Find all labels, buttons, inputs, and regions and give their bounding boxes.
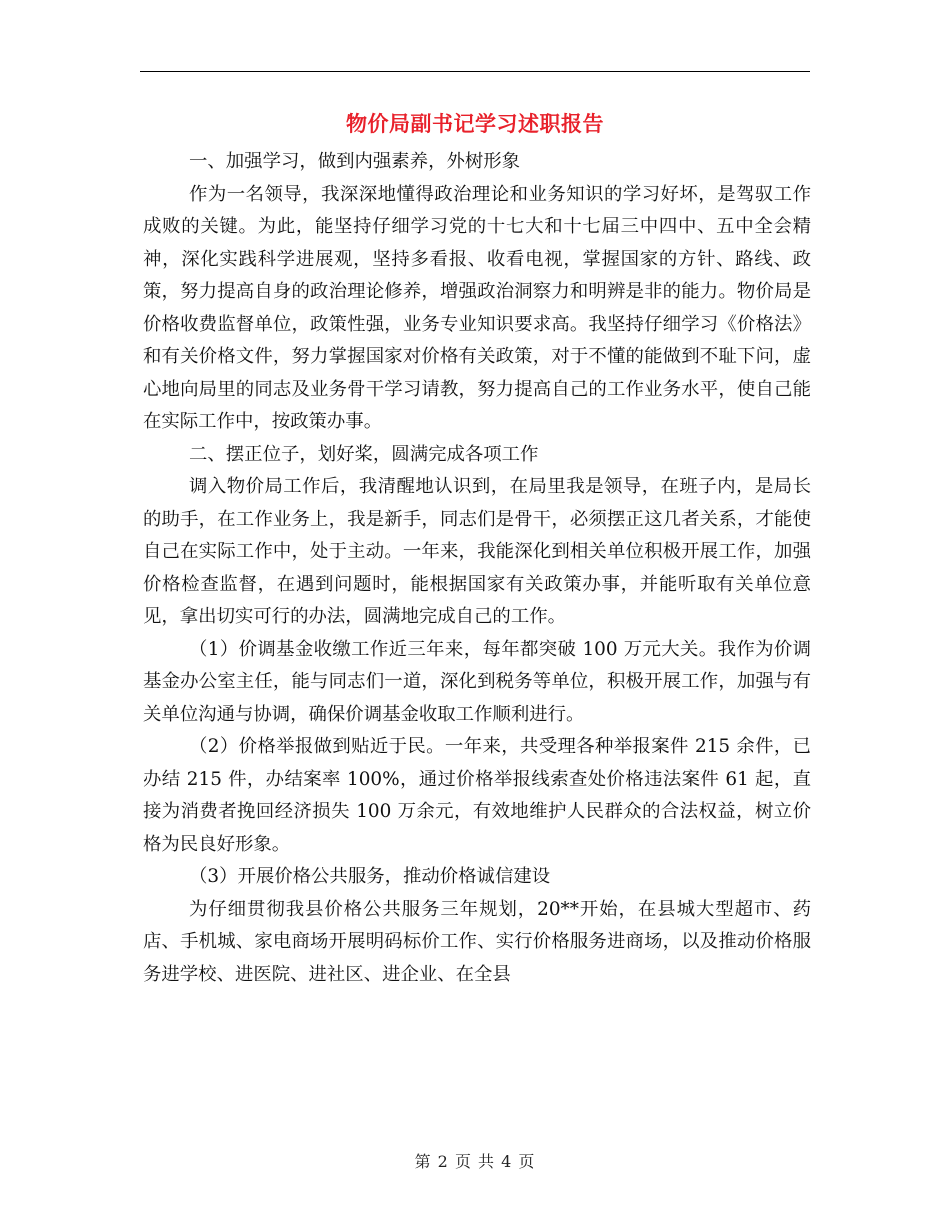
section-heading-2: 二、摆正位子，划好桨，圆满完成各项工作 <box>189 443 539 465</box>
section-heading-1: 一、加强学习，做到内强素养，外树形象 <box>189 151 521 172</box>
list-item-1: （1）价调基金收缴工作近三年来，每年都突破 100 万元大关。我作为价调基金办公室主任，能与同志们一道，深化到税务等单位，积极开展工作，加强与有关单位沟通与协调，确保价调基金收取工作顺利进行。 <box>143 638 811 725</box>
document-title: 物价局副书记学习述职报告 <box>346 111 604 136</box>
document-body <box>143 146 811 991</box>
body-paragraph-1: 作为一名领导，我深深地懂得政治理论和业务知识的学习好坏，是驾驭工作成败的关键。为此，能坚持仔细学习党的十七大和十七届三中四中、五中全会精神，深化实践科学进展观，坚持多看报、收看电视，掌握国家的方针、路线、政策，努力提高自身的政治理论修养，增强政治洞察力和明辨是非的能力。物价局是价格收费监督单位，政策性强，业务专业知识要求高。我坚持仔细学习《价格法》和有关价格文件，努力掌握国家对价格有关政策，对于不懂的能做到不耻下问，虚心地向局里的同志及业务骨干学习请教，努力提高自己的工作业务水平，使自己能在实际工作中，按政策办事。 <box>143 183 811 432</box>
body-paragraph-2: 调入物价局工作后，我清醒地认识到，在局里我是领导，在班子内，是局长的助手，在工作业务上，我是新手，同志们是骨干，必须摆正这几者关系，才能使自己在实际工作中，处于主动。一年来，我能深化到相关单位积极开展工作，加强价格检查监督，在遇到问题时，能根据国家有关政策办事，并能听取有关单位意见，拿出切实可行的办法，圆满地完成自己的工作。 <box>143 476 811 627</box>
page-number-footer: 第 2 页 共 4 页 <box>414 1152 536 1171</box>
header-rule <box>140 71 810 72</box>
body-paragraph-3: 为仔细贯彻我县价格公共服务三年规划，20**开始，在县城大型超市、药店、手机城、家电商场开展明码标价工作、实行价格服务进商场，以及推动价格服务进学校、进医院、进社区、进企业、在全县 <box>143 898 811 985</box>
list-item-2: （2）价格举报做到贴近于民。一年来，共受理各种举报案件 215 余件，已办结 215 件，办结案率 100%，通过价格举报线索查处价格违法案件 61 起，直接为消费者挽回经济损失 100 万余元，有效地维护人民群众的合法权益，树立价格为民良好形象。 <box>143 736 811 855</box>
list-item-3: （3）开展价格公共服务，推动价格诚信建设 <box>189 866 551 887</box>
